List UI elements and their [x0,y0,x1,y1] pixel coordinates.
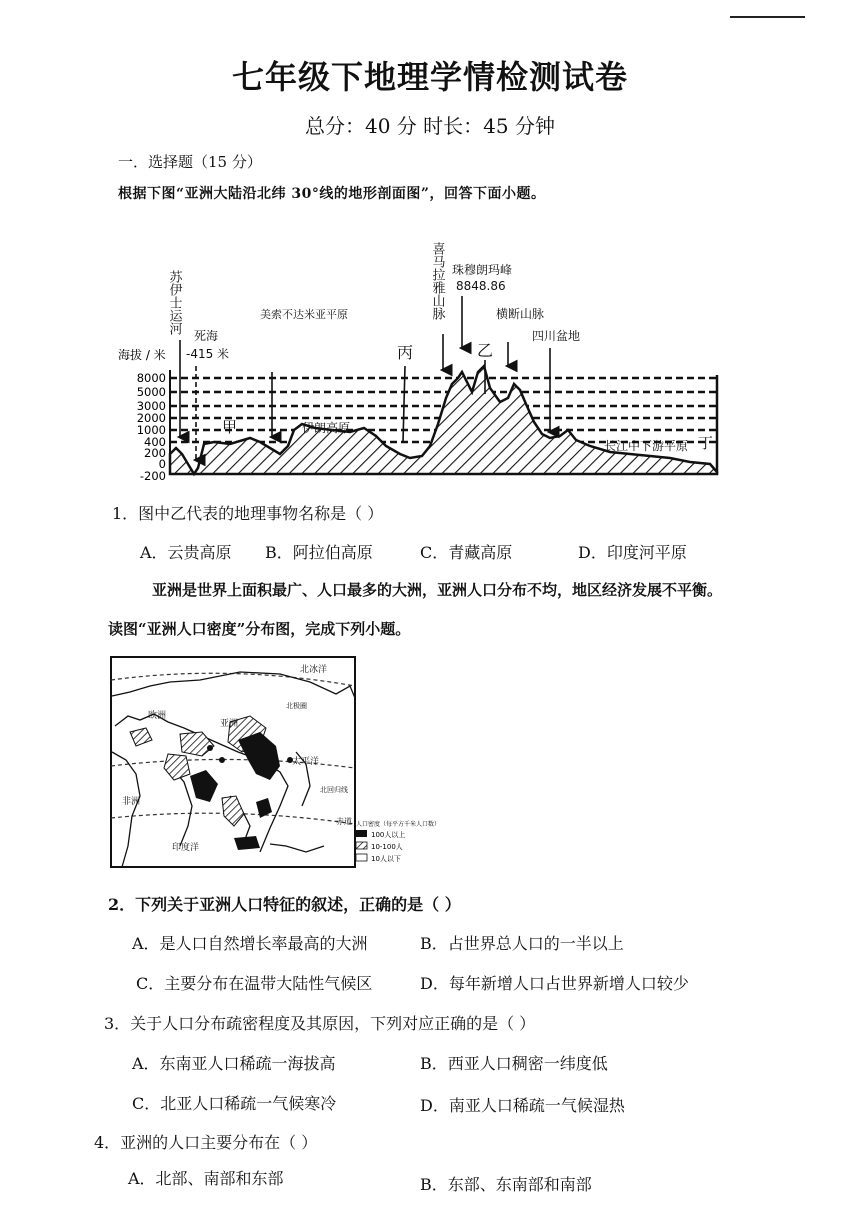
map-label-europe: 欧洲 [148,711,167,721]
svg-text:100人以上: 100人以上 [371,831,406,839]
q2-option-c[interactable]: C．主要分布在温带大陆性气候区 [136,974,373,993]
map-label-equator: 赤道 [336,817,352,826]
exam-info: 总分：40 分 时长：45 分钟 [305,114,555,138]
q1-option-d[interactable]: D．印度河平原 [578,543,687,562]
tick-3000: 3000 [136,399,166,413]
label-bing [397,343,413,442]
svg-text:横断山脉: 横断山脉 [496,307,545,321]
q3-stem: 3．关于人口分布疏密程度及其原因，下列对应正确的是（ ） [104,1014,536,1033]
q1-option-b[interactable]: B．阿拉伯高原 [265,543,373,562]
svg-text:珠穆朗玛峰: 珠穆朗玛峰 [452,263,513,277]
svg-text:8848.86: 8848.86 [456,279,506,293]
tick-400: 400 [144,435,166,449]
svg-text:-415 米: -415 米 [186,347,230,361]
page-title: 七年级下地理学情检测试卷 [231,58,628,96]
map-label-asia: 亚洲 [220,719,239,729]
tick-8000: 8000 [136,371,166,385]
map-legend [356,820,440,863]
svg-text:喜马拉雅山脉: 喜马拉雅山脉 [429,242,445,320]
map-label-pacific: 太平洋 [292,757,320,767]
q1-option-c[interactable]: C．青藏高原 [420,543,513,562]
terrain-profile [170,366,717,474]
tick-200: 200 [144,446,166,460]
population-density-map [110,656,460,870]
map-label-tropic: 北回归线 [320,786,348,794]
section-heading: 一．选择题（15 分） [118,153,262,171]
svg-text:10-100人: 10-100人 [371,843,403,851]
tick-2000: 2000 [136,411,166,425]
tick-neg200: -200 [139,469,166,482]
tick-1000: 1000 [136,423,166,437]
map-label-arctic: 北冰洋 [300,665,328,675]
profile-ticks [137,371,166,482]
q2-option-d[interactable]: D．每年新增人口占世界新增人口较少 [420,974,689,993]
q3-option-a[interactable]: A．东南亚人口稀疏一海拔高 [132,1054,336,1073]
q4-stem: 4．亚洲的人口主要分布在（ ） [94,1133,318,1152]
profile-y-title: 海拔 / 米 [118,348,166,362]
q4-option-b[interactable]: B．东部、东南部和南部 [420,1175,592,1194]
label-jia: 甲 [222,418,238,436]
label-yangtze: 长江中下游平原 [604,439,689,453]
label-suez [167,269,183,437]
svg-text:四川盆地: 四川盆地 [532,329,581,343]
map-label-indian-ocean: 印度洋 [172,843,200,853]
map-label-arctic-circle: 北极圈 [286,702,307,710]
svg-text:死海: 死海 [194,329,219,343]
svg-text:乙: 乙 [477,341,494,360]
section-intro: 根据下图“亚洲大陆沿北纬 30°线的地形剖面图”，回答下面小题。 [118,186,546,202]
passage-line-2: 读图“亚洲人口密度”分布图，完成下列小题。 [108,620,411,638]
label-sichuan [532,328,580,432]
label-himalaya [430,241,446,370]
svg-text:10人以下: 10人以下 [371,855,401,863]
label-ding: 丁 [698,434,714,452]
q3-option-c[interactable]: C．北亚人口稀疏一气候寒冷 [132,1094,337,1113]
terrain-profile-figure [110,232,730,482]
svg-text:人口密度（每平方千米人口数）: 人口密度（每平方千米人口数） [356,821,441,828]
corner-mark [730,16,805,18]
tick-0: 0 [158,457,166,471]
q2-stem: 2．下列关于亚洲人口特征的叙述，正确的是（ ） [108,895,461,914]
map-label-africa: 非洲 [122,797,141,807]
q1-option-a[interactable]: A．云贵高原 [140,543,232,562]
q3-option-d[interactable]: D．南亚人口稀疏一气候湿热 [420,1096,625,1115]
q3-option-b[interactable]: B．西亚人口稠密一纬度低 [420,1054,608,1073]
q2-option-b[interactable]: B．占世界总人口的一半以上 [420,934,624,953]
passage-line-1: 亚洲是世界上面积最广、人口最多的大洲，亚洲人口分布不均，地区经济发展不平衡。 [152,581,723,599]
svg-text:美索不达米亚平原: 美索不达米亚平原 [260,308,348,321]
label-dead-sea [186,329,229,460]
tick-5000: 5000 [136,385,166,399]
q4-option-a[interactable]: A．北部、南部和东部 [128,1169,284,1188]
label-iran: 伊朗高原 [302,421,351,435]
label-everest [452,262,512,348]
q2-option-a[interactable]: A．是人口自然增长率最高的大洲 [132,934,368,953]
svg-text:苏伊士运河: 苏伊士运河 [166,270,182,335]
svg-text:丙: 丙 [397,343,414,362]
q1-stem: 1．图中乙代表的地理事物名称是（ ） [112,504,384,523]
